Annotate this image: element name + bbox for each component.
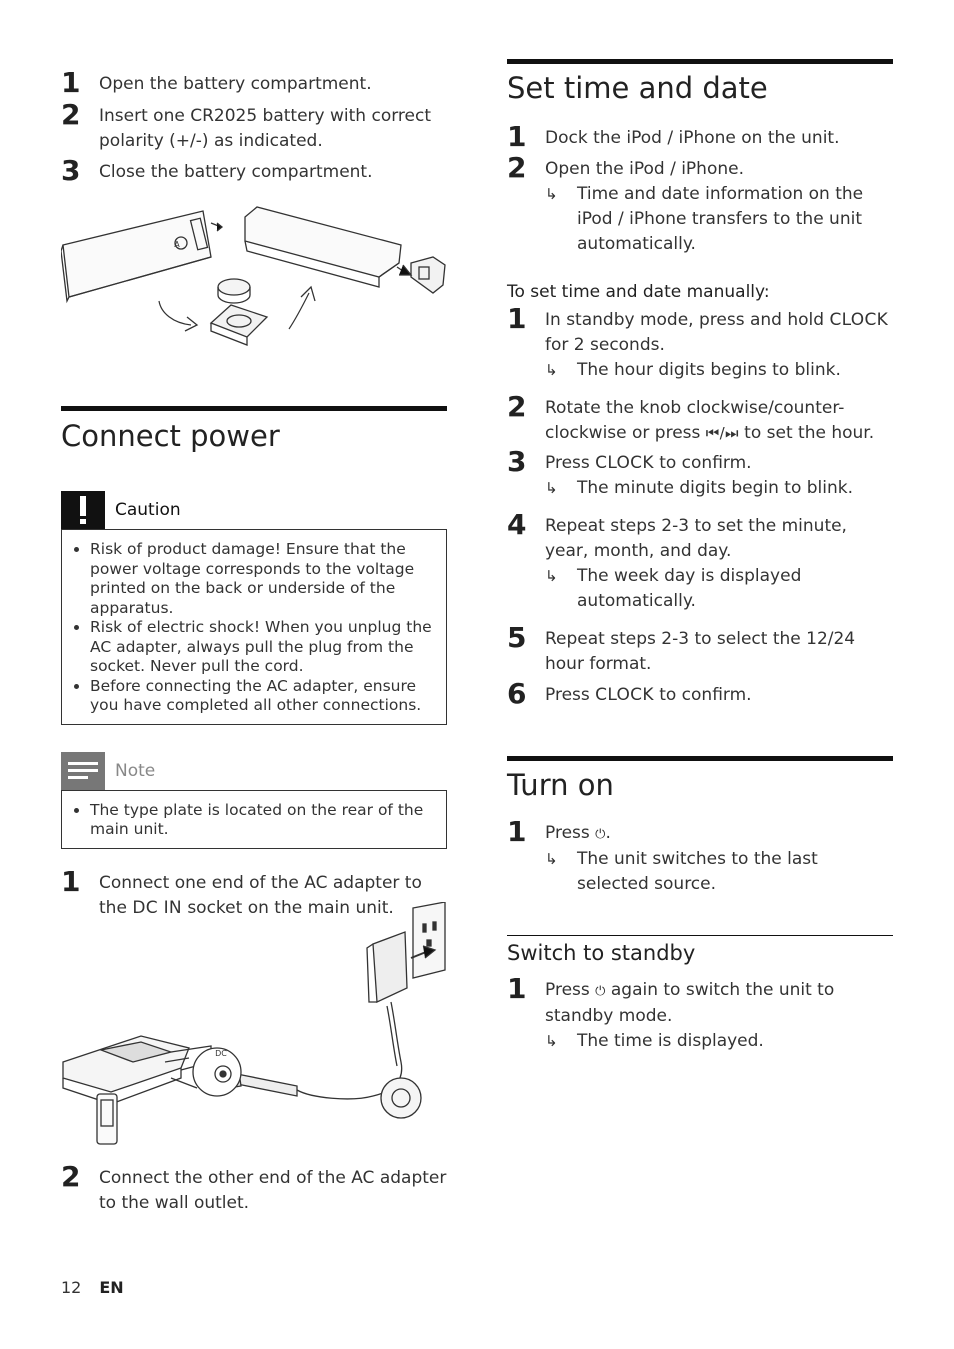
section-rule: [507, 756, 893, 761]
step-text: Press: [545, 823, 596, 843]
caution-item: • Before connecting the AC adapter, ensure you have completed all other connections.: [90, 677, 438, 716]
manual-step-1: [507, 302, 893, 358]
caution-header: [61, 491, 447, 529]
result-arrow-icon: ↳: [545, 567, 558, 585]
note-label: Note: [115, 760, 156, 781]
clock-key: CLOCK: [829, 310, 889, 330]
page-number: 12: [61, 1278, 82, 1297]
connect-power-step-2-wrap: [61, 1160, 447, 1216]
section-rule: [507, 59, 893, 64]
manual-label: To set time and date manually:: [507, 282, 770, 302]
step-number: 1: [61, 864, 81, 898]
battery-step-3: [61, 154, 447, 187]
figure-label-a: A: [174, 240, 180, 249]
section-title-standby: Switch to standby: [507, 941, 696, 965]
standby-step-1-result: [545, 1029, 893, 1054]
power-icon: ⏻: [595, 984, 606, 999]
section-rule: [61, 406, 447, 411]
result-text: The time is displayed.: [577, 1031, 764, 1051]
manual-step-3: [507, 445, 893, 478]
step-text: Insert one CR2025 battery with correct polarity (+/-) as indicated.: [99, 106, 431, 151]
step-text: Open the battery compartment.: [99, 74, 372, 94]
dc-in-label: DC IN: [132, 897, 182, 918]
section-title-set-time: Set time and date: [507, 71, 768, 105]
step-number: 2: [507, 151, 527, 184]
clock-key: CLOCK: [595, 685, 654, 705]
turn-on-step-1-result: [545, 847, 893, 897]
result-arrow-icon: ↳: [545, 185, 558, 203]
caution-item: • Risk of electric shock! When you unplug the AC adapter, always pull the plug from the socket. Never pull the cord.: [90, 618, 438, 677]
step-number: 1: [507, 120, 527, 153]
turn-on-step-1: [507, 815, 893, 848]
exclamation-icon: [61, 491, 105, 529]
result-arrow-icon: ↳: [545, 479, 558, 497]
note-icon: [61, 752, 105, 790]
turn-on-section: [507, 756, 893, 897]
step-text: Repeat steps 2-3 to select the 12/24 hour format.: [545, 629, 856, 674]
language-code: EN: [99, 1278, 124, 1297]
battery-step-2: [61, 98, 447, 154]
result-text: The unit switches to the last selected source.: [577, 849, 818, 894]
standby-section: [507, 935, 893, 1054]
step-text: Connect one end of the AC adapter to the: [99, 872, 422, 918]
step-text: Rotate the knob clockwise/counter-clockwise or press: [545, 398, 845, 443]
step-text: Press: [545, 980, 596, 1000]
manual-step-2: [507, 390, 893, 446]
step-text: Press: [545, 685, 596, 705]
manual-step-1-result: [545, 358, 893, 383]
note-body: [61, 790, 447, 849]
set-time-step-1: [507, 120, 893, 153]
remote-battery-illustration: [61, 205, 447, 350]
step-text: again to switch the unit to standby mode.: [545, 980, 835, 1026]
prev-next-key: ⏮/⏭: [705, 424, 739, 442]
step-text: Close the battery compartment.: [99, 162, 373, 182]
step-text: to confirm.: [653, 453, 752, 473]
set-time-step-2: [507, 151, 893, 184]
connect-power-step-2: [61, 1160, 447, 1216]
result-text: The hour digits begins to blink.: [577, 360, 841, 380]
step-text: to set the hour.: [738, 423, 875, 443]
step-number: 1: [61, 66, 81, 99]
result-arrow-icon: ↳: [545, 1032, 558, 1050]
manual-step-6: [507, 677, 893, 710]
clock-key: CLOCK: [595, 453, 654, 473]
manual-step-4-result: [545, 564, 893, 614]
manual-step-4: [507, 508, 893, 564]
result-arrow-icon: ↳: [545, 361, 558, 379]
step-text: to confirm.: [653, 685, 752, 705]
note-box: [61, 752, 447, 849]
step-number: 1: [507, 972, 527, 1005]
result-arrow-icon: ↳: [545, 850, 558, 868]
step-text: Open the iPod / iPhone.: [545, 159, 744, 179]
step-text: In standby mode, press and hold: [545, 310, 830, 330]
step-number: 2: [61, 1160, 81, 1193]
step-number: 6: [507, 677, 527, 710]
connect-power-section: [61, 406, 447, 921]
standby-step-1: [507, 972, 893, 1029]
result-text: The week day is displayed automatically.: [577, 566, 802, 611]
step-number: 4: [507, 508, 527, 541]
step-text: Connect the other end of the AC adapter to the wall outlet.: [99, 1168, 447, 1213]
caution-body: [61, 529, 447, 725]
step-text: Dock the iPod / iPhone on the unit.: [545, 128, 840, 148]
step-text: Repeat steps 2-3 to set the minute, year, month, and day.: [545, 516, 847, 561]
caution-label: Caution: [115, 500, 181, 520]
set-time-step-2-result: [545, 182, 893, 257]
step-number: 3: [61, 154, 81, 187]
note-item: • The type plate is located on the rear of the main unit.: [90, 801, 438, 840]
caution-item: • Risk of product damage! Ensure that the power voltage corresponds to the voltage printed on the back or underside of the apparatus.: [90, 540, 438, 618]
step-number: 2: [507, 390, 527, 423]
step-text: Press: [545, 453, 596, 473]
result-text: The minute digits begin to blink.: [577, 478, 854, 498]
battery-section: [61, 66, 447, 187]
step-text: .: [605, 823, 611, 843]
power-icon: ⏻: [595, 827, 606, 842]
step-text: socket on the main unit.: [181, 897, 394, 918]
step-number: 1: [507, 302, 527, 335]
step-text: for 2 seconds.: [545, 335, 665, 355]
caution-box: [61, 491, 447, 725]
subsection-rule: [507, 935, 893, 936]
figure-label-dc: DC: [215, 1049, 227, 1058]
step-number: 1: [507, 815, 527, 848]
page-footer: [61, 1278, 124, 1297]
ac-adapter-illustration: [61, 902, 447, 1152]
step-number: 5: [507, 621, 527, 654]
result-text: Time and date information on the iPod / iPhone transfers to the unit automatically.: [577, 184, 864, 254]
note-header: [61, 752, 447, 790]
battery-step-1: [61, 66, 447, 99]
manual-step-5: [507, 621, 893, 677]
manual-step-3-result: [545, 476, 893, 501]
set-time-section: [507, 59, 893, 708]
step-number: 2: [61, 98, 81, 131]
section-title-turn-on: Turn on: [507, 768, 614, 802]
step-number: 3: [507, 445, 527, 478]
section-title-connect-power: Connect power: [61, 419, 280, 453]
